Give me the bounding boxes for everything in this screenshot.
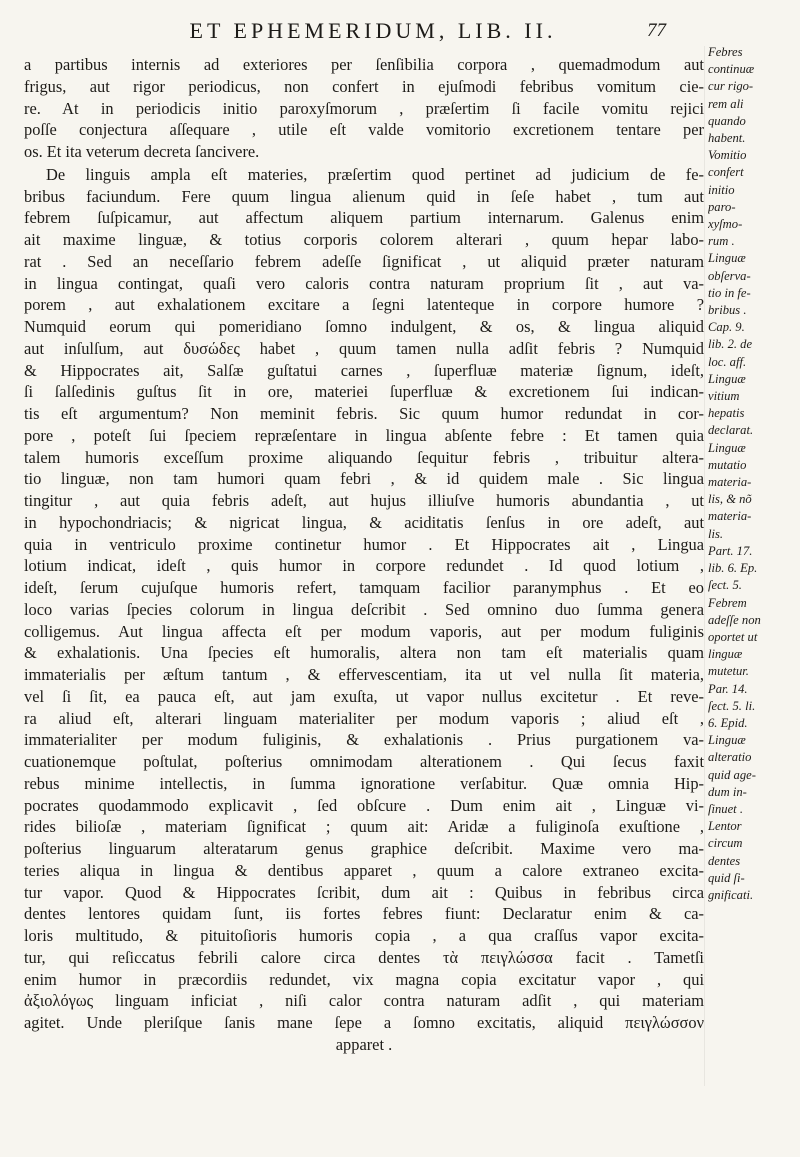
text-line: colligemus. Aut lingua affecta eſt per modum vaporis, aut per modum fuliginis	[24, 621, 704, 641]
text-line: immaterialis per æſtum tantum , & effervescentiam, ita ut vel nulla ſit materia,	[24, 665, 704, 684]
margin-note-line: rum .	[708, 234, 735, 249]
text-line: tis eſt argumentum? Non meminit febris. Sic quum humor redundat in cor-	[24, 404, 704, 423]
margin-note-line: gnificati.	[708, 887, 754, 902]
margin-note-line: quid ſi-	[708, 870, 745, 885]
text-line: agitet. Unde pleriſque ſanis mane ſepe a ſomno excitatis, aliquid πειγλώσσον	[24, 1013, 704, 1032]
text-line: loco varias ſpecies colorum in lingua deſcribit . Sed omnino duo ſumma genera	[24, 599, 704, 619]
margin-note-line: confert	[708, 165, 744, 180]
text-line: & Hippocrates ait, Salſæ guſtatui carnes , ſuperfluæ materiæ ſignum, ideſt,	[24, 360, 704, 380]
text-line: bribus faciundum. Fere quum lingua alienum quid in ſeſe habet , tum aut	[24, 186, 704, 206]
text-line: talem humoris exceſſum proxime aliquando ſequitur febris , tribuitur altera-	[24, 447, 704, 467]
text-line: porem , aut exhalationem excitare a ſegni latenteque in corpore humore ?	[24, 295, 704, 315]
main-text	[24, 54, 704, 1057]
margin-note-line: hepatis	[708, 406, 745, 421]
margin-note-line: oportet ut	[708, 629, 758, 644]
text-line: re. At in periodicis initio paroxyſmorum , præſertim ſi facile vomitu rejici	[24, 98, 704, 118]
margin-note-line: Vomitio	[708, 148, 747, 163]
margin-note-line: tio in fe-	[708, 285, 751, 300]
text-line: dentes lentores quidam ſunt, iis fortes febres fiunt: Declaratur enim & ca-	[24, 904, 704, 924]
margin-note-line: linguæ	[708, 647, 743, 662]
margin-note-line: ſect. 5.	[708, 578, 742, 593]
text-line: ideſt, ſerum cujuſque humoris refert, tamquam facilior paranymphus . Et eo	[24, 578, 704, 597]
text-line: lotium indicat, ideſt , quis humor in corpore redundet . Id quod lotium ,	[24, 556, 704, 576]
text-line: Numquid eorum qui pomeridiano ſomno indulgent, & os, & lingua aliquid	[24, 317, 704, 336]
margin-note-line: loc. aff.	[708, 354, 747, 369]
text-line: os. Et ita veterum decreta ſancivere.	[24, 142, 260, 161]
margin-note-line: xyſmo-	[708, 217, 743, 232]
margin-note-line: quid age-	[708, 767, 756, 782]
margin-note-line: lis.	[708, 526, 724, 541]
text-line: tur vapor. Quod & Hippocrates ſcribit, dum ait : Quibus in febribus circa	[24, 882, 704, 902]
text-line: immaterialiter per modum fuliginis, & exhalationis . Prius purgationem va-	[24, 730, 704, 750]
text-line: tingitur , aut quia febris adeſt, aut hujus illiuſve humoris abundantia , ut	[24, 491, 704, 510]
margin-note-line: continuæ	[708, 62, 755, 77]
text-line: rides bilioſæ , materiam ſignificat ; quum ait: Aridæ a fuliginoſa exuſtione ,	[24, 817, 704, 837]
margin-divider	[704, 46, 705, 1086]
paragraph	[24, 54, 704, 163]
text-line: febrem ſuſpicamur, aut affectum aliquem partium internarum. Galenus enim	[24, 208, 704, 228]
text-line: tio linguæ, non tam humori quam febri , & id quidem male . Sic lingua	[24, 469, 704, 489]
margin-note-line: Linguæ	[708, 371, 746, 386]
text-line: poſterius linguarum alteratarum genus graphice deſcribit. Maxime vero ma-	[24, 839, 704, 858]
page-number: 77	[647, 20, 666, 41]
margin-note-line: adeſſe non	[708, 612, 761, 627]
text-line: ait maxime linguæ, & totius corporis colorem alterari , quum hepar labo-	[24, 230, 704, 249]
text-line: rebus minime intellectis, in ſumma ignoratione verſabitur. Quæ omnia Hip-	[24, 773, 704, 793]
running-head: ET EPHEMERIDUM, LIB. II.	[189, 18, 557, 43]
text-line: in lingua contingat, quaſi vero caloris contra naturam proprium ſit , aut va-	[24, 273, 704, 293]
text-line: poſſe conjectura aſſequare , utile eſt valde vomitorio excretionem tentare per	[24, 120, 704, 140]
margin-note-line: Cap. 9.	[708, 320, 745, 335]
margin-note-line: habent.	[708, 131, 746, 146]
margin-note-line: dum in-	[708, 784, 747, 799]
margin-note-line: Febres	[708, 45, 743, 59]
text-line: vel ſi ſit, ea pauca eſt, aut jam exuſta, ut vapor nullus excitetur . Et reve-	[24, 686, 704, 706]
text-line: pocrates quodammodo explicavit , ſed obſcure . Dum enim ait , Linguæ vi-	[24, 795, 704, 815]
text-line: cuationemque poſtulat, poſterius omnimodam alterationem . Qui ſecus faxit	[24, 752, 704, 771]
margin-note-line: Linguæ	[708, 733, 746, 748]
text-line: & exhalationis. Una ſpecies eſt humoralis, altera non tam eſt materialis quam	[24, 643, 704, 663]
text-line: aut inſulſum, aut δυσώδες habet , quum tamen nulla adſit febris ? Numquid	[24, 338, 704, 358]
text-line: rat . Sed an neceſſario febrem adeſſe ſignificat , ut aliquid præter naturam	[24, 251, 704, 271]
margin-note-line: mutatio	[708, 457, 747, 472]
text-line: in hypochondriacis; & nigricat lingua, & aciditatis ſenſus in ore adeſt, aut	[24, 512, 704, 532]
margin-note-line: circum	[708, 836, 743, 851]
margin-notes	[708, 44, 798, 904]
margin-note-line: dentes	[708, 853, 741, 868]
text-line: pore , poteſt ſui ſpeciem repræſentare in lingua abſente febre : Et tamen quia	[24, 425, 704, 445]
margin-note-line: obſerva-	[708, 268, 751, 283]
text-line: De linguis ampla eſt materies, præſertim quod pertinet ad judicium de fe-	[46, 164, 704, 184]
paragraph	[24, 164, 704, 1056]
margin-note-line: mutetur.	[708, 664, 749, 679]
margin-note-line: Part. 17.	[708, 543, 753, 558]
margin-note-line: ſinuet .	[708, 801, 743, 816]
margin-note-line: rem ali	[708, 96, 744, 111]
margin-note-line: materia-	[708, 475, 752, 490]
margin-note-line: lis, & nõ	[708, 492, 752, 507]
text-line: enim humor in præcordiis redundet, vix magna copia excitatur vapor , qui	[24, 969, 704, 989]
text-line: tur, qui reſiccatus febrili calore circa dentes τὰ πειγλώσσα facit . Tametſi	[24, 947, 704, 967]
margin-note-line: bribus .	[708, 303, 747, 318]
margin-note-line: initio	[708, 182, 735, 197]
text-line: frigus, aut rigor periodicus, non confert in ejuſmodi febribus vomitum cie-	[24, 76, 704, 96]
margin-note-line: Linguæ	[708, 440, 746, 455]
margin-note-line: materia-	[708, 509, 752, 524]
text-line: quia in ventriculo proxime continetur humor . Et Hippocrates ait , Lingua	[24, 534, 704, 554]
text-line: ra aliud eſt, alterari linguam materialiter per modum vaporis ; aliud eſt ,	[24, 708, 704, 728]
text-line: a partibus internis ad exteriores per ſenſibilia corpora , quemadmodum aut	[24, 55, 704, 74]
margin-note-line: paro-	[708, 199, 736, 214]
margin-note-line: vitium	[708, 389, 740, 404]
margin-note-line: Febrem	[708, 595, 747, 610]
text-line: loris multitudo, & pituitoſioris humoris copia , a qua craſſus vapor excita-	[24, 926, 704, 945]
margin-note-line: declarat.	[708, 423, 754, 438]
margin-note-line: 6. Epid.	[708, 715, 748, 730]
page-header	[0, 18, 800, 48]
margin-note-line: alteratio	[708, 750, 752, 765]
margin-note-line: Linguæ	[708, 251, 746, 266]
text-line: apparet .	[335, 1034, 393, 1054]
margin-note-line: quando	[708, 113, 746, 128]
margin-note-line: Lentor	[708, 819, 742, 834]
text-line: ἀξιολόγως linguam inficiat , niſi calor contra naturam adſit , qui materiam	[24, 991, 704, 1011]
margin-note-line: cur rigo-	[708, 79, 754, 94]
text-line: ſi ſalſedinis guſtus ſit in ore, materiei ſuperfluæ & excretionem ſui indican-	[24, 382, 704, 402]
text-line: teries aliqua in lingua & dentibus apparet , quum a calore extraneo excita-	[24, 860, 704, 880]
margin-note-line: Par. 14.	[708, 681, 748, 696]
margin-note-line: ſect. 5. li.	[708, 698, 756, 713]
margin-note-line: lib. 2. de	[708, 337, 753, 352]
margin-note-line: lib. 6. Ep.	[708, 561, 758, 576]
